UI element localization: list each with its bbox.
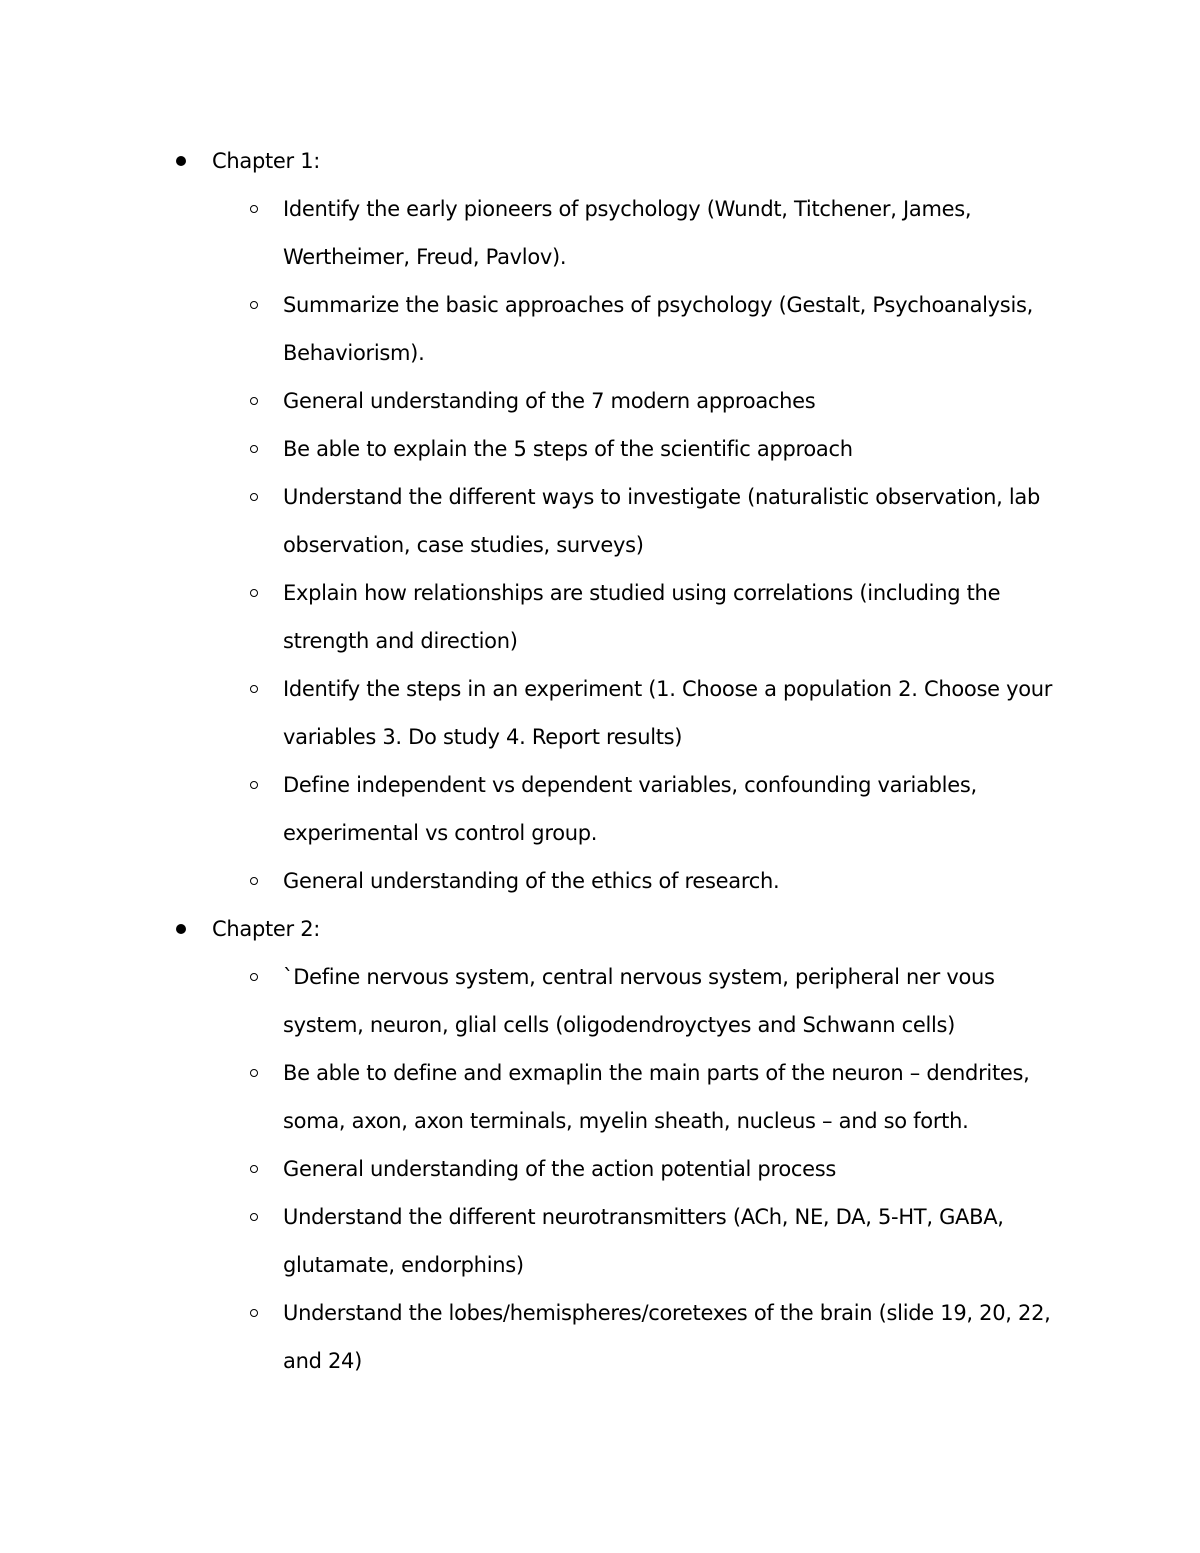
bullet-disc-icon (176, 156, 186, 166)
bullet-circle-icon (250, 445, 258, 453)
chapter-1 (170, 137, 1070, 905)
bullet-circle-icon (250, 493, 258, 501)
bullet-circle-icon (250, 1213, 258, 1221)
bullet-circle-icon (250, 301, 258, 309)
list-item: `Define nervous system, central nervous system, peripheral ner vous system, neuron, glial cells (oligodendroyctyes and Schwann cells) (170, 953, 1070, 1049)
bullet-circle-icon (250, 1069, 258, 1077)
bullet-circle-icon (250, 781, 258, 789)
bullet-circle-icon (250, 1309, 258, 1317)
list-item: Summarize the basic approaches of psychology (Gestalt, Psychoanalysis, Behaviorism). (170, 281, 1070, 377)
bullet-circle-icon (250, 973, 258, 981)
list-item: Identify the steps in an experiment (1. Choose a population 2. Choose your variables 3. Do study 4. Report results) (170, 665, 1070, 761)
list-item: Define independent vs dependent variables, confounding variables, experimental vs control group. (170, 761, 1070, 857)
chapter-1-objectives (170, 185, 1070, 905)
list-item: Be able to explain the 5 steps of the scientific approach (170, 425, 1070, 473)
bullet-circle-icon (250, 877, 258, 885)
list-item: Understand the different neurotransmitters (ACh, NE, DA, 5-HT, GABA, glutamate, endorphins) (170, 1193, 1070, 1289)
list-item: Identify the early pioneers of psychology (Wundt, Titchener, James, Wertheimer, Freud, Pavlov). (170, 185, 1070, 281)
list-item: General understanding of the ethics of research. (170, 857, 1070, 905)
list-item: General understanding of the 7 modern approaches (170, 377, 1070, 425)
list-item: Understand the different ways to investigate (naturalistic observation, lab observation, case studies, surveys) (170, 473, 1070, 569)
bullet-circle-icon (250, 397, 258, 405)
list-item: General understanding of the action potential process (170, 1145, 1070, 1193)
chapter-title: Chapter 1: (212, 149, 321, 173)
bullet-circle-icon (250, 589, 258, 597)
chapter-heading (170, 905, 1070, 953)
bullet-circle-icon (250, 205, 258, 213)
list-item: Be able to define and exmaplin the main parts of the neuron – dendrites, soma, axon, axon terminals, myelin sheath, nucleus – and so forth. (170, 1049, 1070, 1145)
bullet-disc-icon (176, 924, 186, 934)
list-item: Explain how relationships are studied using correlations (including the strength and direction) (170, 569, 1070, 665)
chapter-heading (170, 137, 1070, 185)
bullet-circle-icon (250, 685, 258, 693)
list-item: Understand the lobes/hemispheres/coretexes of the brain (slide 19, 20, 22, and 24) (170, 1289, 1070, 1385)
chapter-2 (170, 905, 1070, 1385)
chapter-title: Chapter 2: (212, 917, 321, 941)
chapter-2-objectives (170, 953, 1070, 1385)
bullet-circle-icon (250, 1165, 258, 1173)
study-outline (170, 137, 1070, 1385)
